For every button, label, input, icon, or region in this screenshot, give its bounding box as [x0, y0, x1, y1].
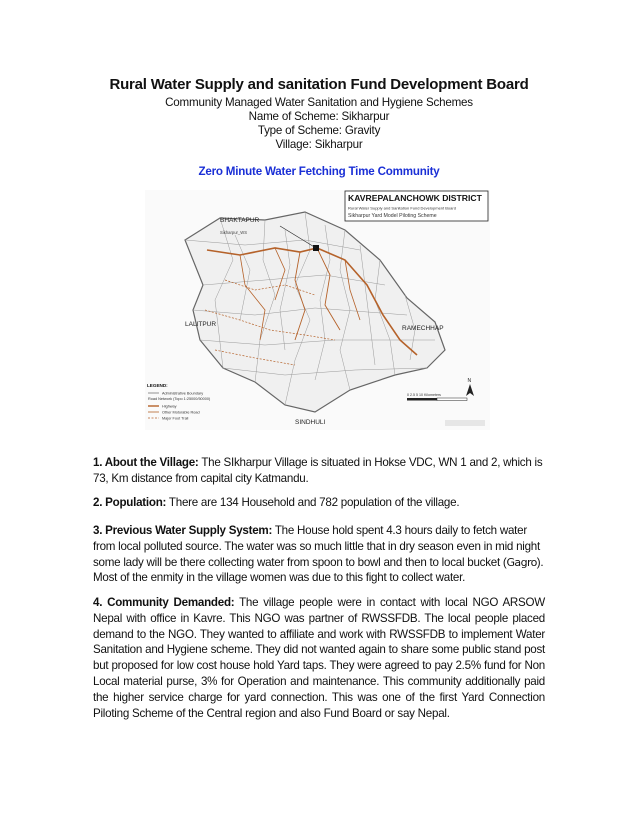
legend-item: Other Motorable Road: [162, 410, 200, 415]
highlight-heading: Zero Minute Water Fetching Time Community: [198, 165, 440, 178]
scale-bar: [407, 393, 467, 401]
section-label: 2. Population:: [93, 496, 167, 509]
section-text: The village people were in contact with local NGO ARSOW Nepal with office in Kavre. This NGO was partner of RWSSFDB. The local people placed demand to the NGO. They wanted to affiliate and work with RWSSFDB to implement Water Sanitation and Hygiene scheme. They did not wanted again to share some public stand post but proposed for low cost house hold Yard taps. They were agreed to pay 2.5% fund for Non Local material purse, 3% for Operation and maintenance. This community additionally paid the higher service charge for yard connection. This was one of the first Yard Connection Piloting Scheme of the Central region and also Fund Board or say Nepal.: [93, 596, 545, 720]
label-lalitpur: LALITPUR: [185, 321, 217, 328]
section-label: 1. About the Village:: [93, 456, 199, 469]
section-label: 4. Community Demanded:: [93, 596, 235, 609]
subtitle-program: Community Managed Water Sanitation and Hygiene Schemes: [165, 96, 473, 109]
scale-text: 0 2.5 5 10 Kilometers: [407, 393, 441, 397]
map-subtitle-2: Sikharpur Yard Model Piloting Scheme: [348, 213, 437, 219]
legend-item: Highway: [162, 404, 177, 409]
section-text: The House hold spent 4.3 hours daily to fetch water from local polluted source. The water was so much little that in dry season even in mid night some lady will be there collecting water from spoon to bowl and then to local bucket (: [93, 524, 540, 569]
district-map: [145, 190, 490, 430]
section-text-continued: ). Most of the enmity in the village women was due to this fight to collect water.: [93, 555, 544, 585]
subtitle-village: Village: Sikharpur: [275, 138, 363, 151]
section-population: [93, 495, 545, 511]
section-community-demanded: [93, 595, 545, 721]
label-ramechhap: RAMECHHAP: [402, 325, 444, 332]
label-bhaktapur: BHAKTAPUR: [220, 217, 260, 224]
section-text: The SIkharpur Village is situated in Hokse VDC, WN 1 and 2, which is 73, Km distance from capital city Katmandu.: [93, 456, 543, 485]
north-arrow-icon: [466, 378, 474, 396]
legend-item: Road Network (Topo 1:25000/50000): [148, 397, 211, 401]
local-term: Gagro: [506, 555, 537, 569]
legend-item: Administrative Boundary: [162, 391, 204, 396]
subtitle-scheme-type: Type of Scheme: Gravity: [257, 124, 381, 137]
document-title: Rural Water Supply and sanitation Fund Development Board: [109, 76, 529, 93]
legend-item: Major Foot Trail: [162, 416, 189, 421]
section-text: There are 134 Household and 782 population of the village.: [166, 496, 460, 509]
label-sindhuli: SINDHULI: [295, 419, 326, 426]
section-label: 3. Previous Water Supply System:: [93, 524, 273, 537]
legend-title: LEGEND:: [147, 383, 168, 388]
section-previous-water-supply: [93, 523, 545, 586]
label-sikharpur: Sikharpur_WS: [220, 230, 247, 235]
map-title: KAVREPALANCHOWK DISTRICT: [348, 193, 482, 203]
section-about-village: [93, 455, 545, 487]
subtitle-scheme-name: Name of Scheme: Sikharpur: [248, 110, 390, 123]
map-legend: [147, 383, 211, 421]
svg-text:N: N: [467, 378, 472, 384]
map-subtitle-1: Rural Water Supply and Sanitation Fund Development Board: [348, 205, 456, 211]
